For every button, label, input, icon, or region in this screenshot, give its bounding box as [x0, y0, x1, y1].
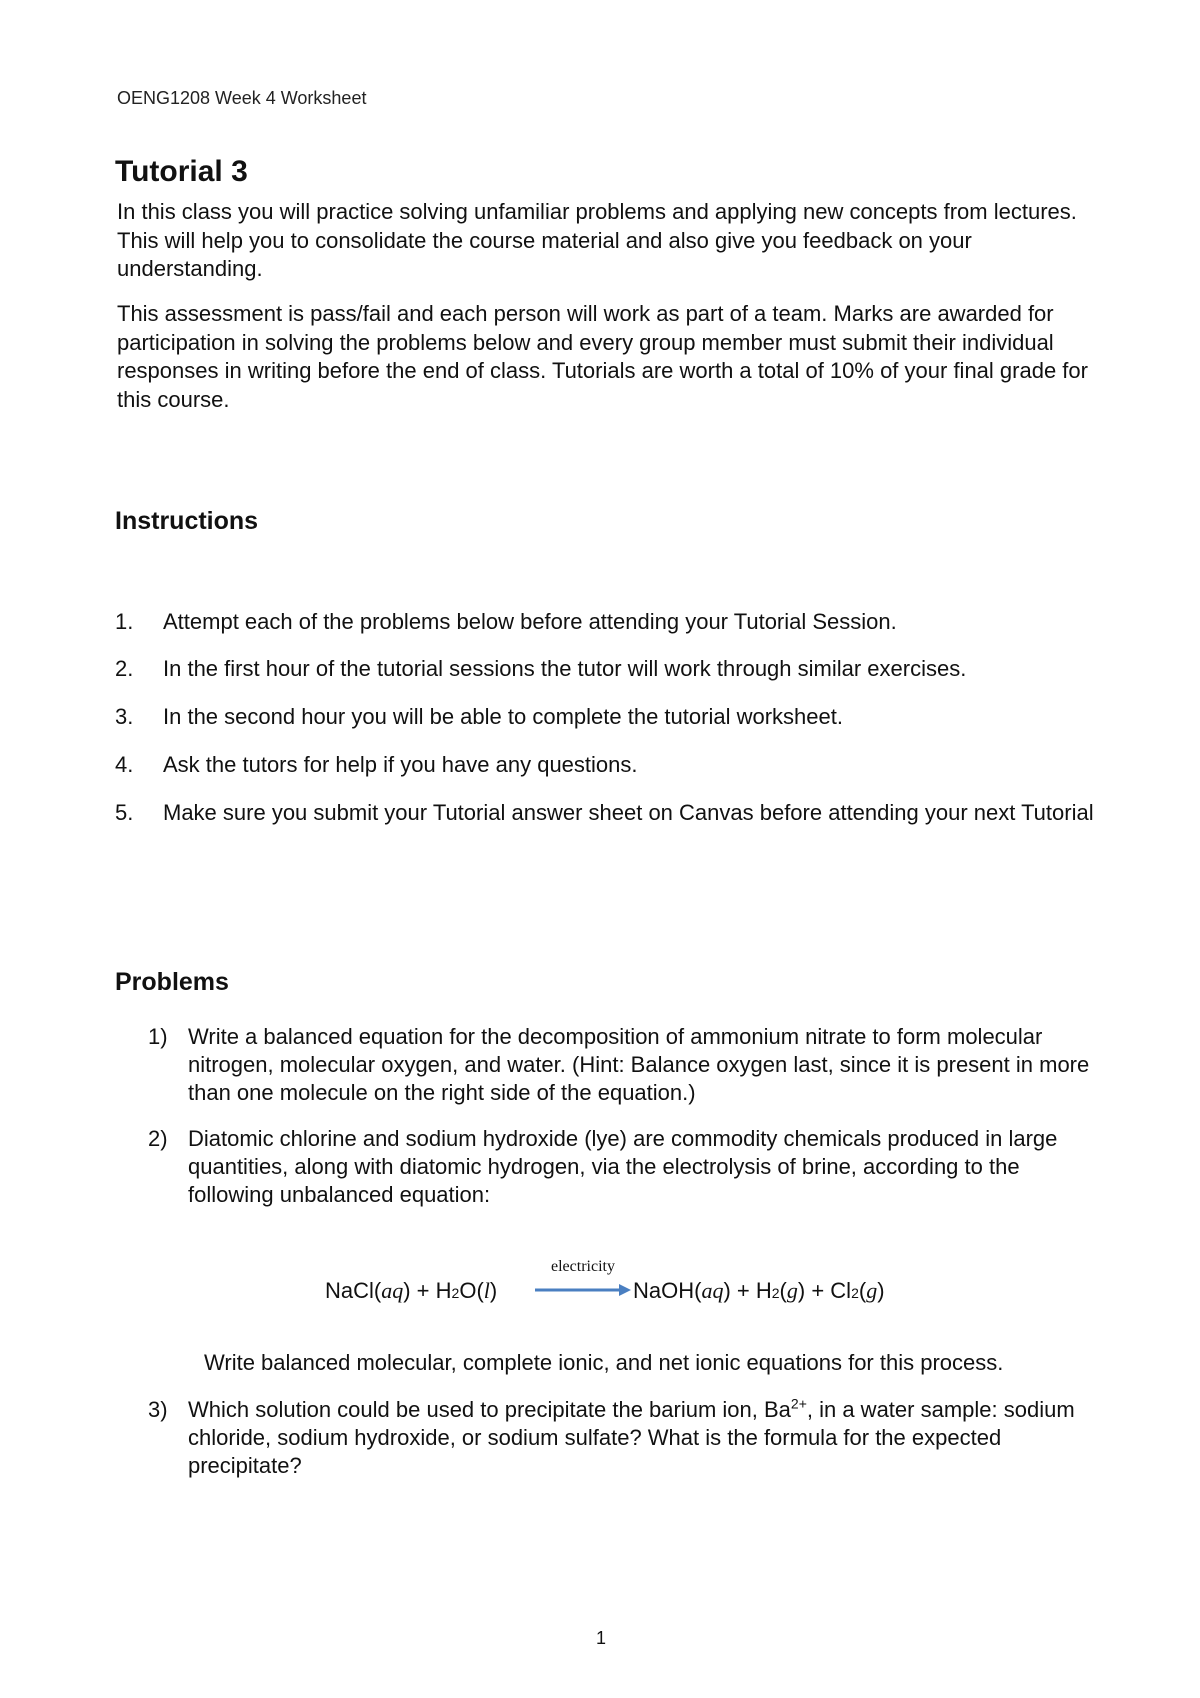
instruction-text: In the first hour of the tutorial sessions the tutor will work through similar exercises. [163, 656, 967, 681]
intro-paragraph-1: In this class you will practice solving unfamiliar problems and applying new concepts from lectures. This will help you to consolidate the course material and also give you feedback on your understanding. [117, 199, 1077, 281]
instruction-text: Make sure you submit your Tutorial answer sheet on Canvas before attending your next Tutorial [163, 800, 1094, 825]
instruction-number: 5. [115, 800, 134, 825]
instruction-number: 3. [115, 704, 134, 729]
page-number: 1 [596, 1628, 607, 1648]
arrow-label: electricity [551, 1258, 615, 1275]
problem-number: 1) [148, 1024, 168, 1049]
page-header: OENG1208 Week 4 Worksheet [117, 88, 367, 108]
instruction-number: 4. [115, 752, 134, 777]
equation-products: NaOH(aq) + H2(g) + Cl2(g) [633, 1278, 885, 1303]
instruction-text: Ask the tutors for help if you have any questions. [163, 752, 638, 777]
intro-paragraph-2: This assessment is pass/fail and each person will work as part of a team. Marks are awarded for participation in solving the problems below and every group member must submit their individual responses in writing before the end of class. Tutorials are worth a total of 10% of your final grade for this course. [117, 301, 1088, 412]
electrolysis-equation [325, 1258, 1025, 1318]
arrow-right-icon [533, 1283, 633, 1297]
instruction-text: In the second hour you will be able to complete the tutorial worksheet. [163, 704, 843, 729]
problem-number: 2) [148, 1126, 168, 1151]
problem-text: Which solution could be used to precipitate the barium ion, $Ba^{2+}$, in a water sample: sodium chloride, sodium hydroxide, or sodium sulfate? What is the formula for the expected precipitate? [188, 1395, 1075, 1478]
equation-instruction: Write balanced molecular, complete ionic, and net ionic equations for this process. [204, 1350, 1004, 1375]
instructions-heading: Instructions [115, 507, 259, 535]
page-title: Tutorial 3 [115, 155, 248, 188]
instruction-number: 1. [115, 609, 134, 634]
reaction-arrow [533, 1258, 633, 1308]
problem-number: 3) [148, 1397, 168, 1422]
instruction-text: Attempt each of the problems below before attending your Tutorial Session. [163, 609, 897, 634]
problem-text: Write a balanced equation for the decomposition of ammonium nitrate to form molecular nitrogen, molecular oxygen, and water. (Hint: Balance oxygen last, since it is present in more than one molecule on the right side of the equation.) [188, 1024, 1090, 1105]
instruction-number: 2. [115, 656, 134, 681]
problems-heading: Problems [115, 968, 229, 996]
problem-text: Diatomic chlorine and sodium hydroxide (lye) are commodity chemicals produced in large quantities, along with diatomic hydrogen, via the electrolysis of brine, according to the following unbalanced equation: [188, 1126, 1058, 1207]
equation-reactants: NaCl(aq) + H2O(l) [325, 1278, 498, 1303]
